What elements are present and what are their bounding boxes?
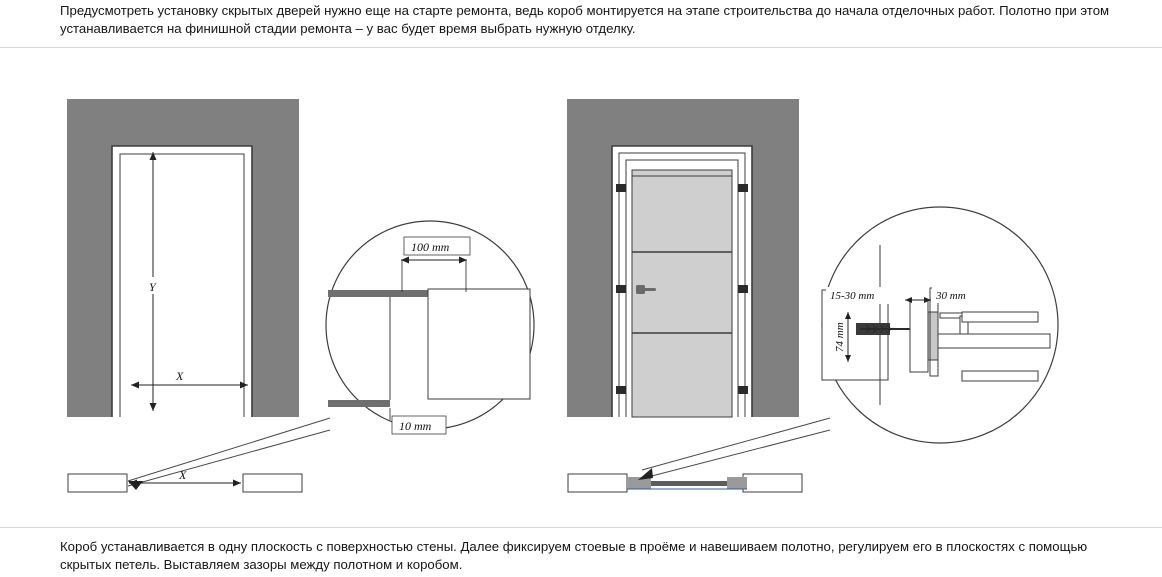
right-plan-leaf [651,481,727,486]
right-callout-leaf-core [938,334,1050,348]
left-callout-gap-label: 10 mm [399,419,432,433]
hinge-right-bottom [738,386,748,394]
left-plan-view [68,467,302,492]
left-callout-wall-block [428,289,530,399]
left-callout-circle [326,221,534,434]
right-leader-arrow [638,468,653,480]
left-plan-wall-a [68,474,127,492]
hinge-left-top [616,184,626,192]
hinge-left-bottom [616,386,626,394]
right-callout-profile-label: 74 mm [834,322,846,352]
door-leaf [632,170,732,417]
right-callout-wall-label: 15-30 mm [830,290,875,302]
right-callout-leader [638,418,830,480]
left-callout-lintel [328,290,428,297]
right-callout-leaf-top [962,312,1038,322]
right-wall-elevation [567,99,799,417]
right-callout-frame-profile [910,300,928,372]
hinge-right-middle [738,285,748,293]
right-plan-jamb-right [727,477,747,489]
left-leader-upper [128,418,330,481]
left-wall-elevation [67,99,299,417]
intro-paragraph: Предусмотреть установку скрытых дверей нужно еще на старте ремонта, ведь короб монтируется на этапе строительства до начала отделочных работ. Полотно при этом устанавливается на финишной стадии ремонта – у вас будет время выбрать нужную отделку. [60,3,1110,36]
right-leader-lower [644,430,830,478]
left-plan-wall-b [243,474,302,492]
hinge-left-middle [616,285,626,293]
left-callout-sill [328,400,390,407]
right-plan-view [568,474,802,492]
outro-paragraph: Короб устанавливается в одну плоскость с поверхностью стены. Далее фиксируем стоевые в проёме и навешиваем полотно, регулируем его в плоскостях с помощью скрытых петель. Выставляем зазоры между полотном и коробом. [60,539,1088,572]
left-plan-dim-arrow-right [233,480,241,487]
right-callout-leaf-bottom [962,371,1038,381]
right-callout-wall-dim [826,287,896,304]
left-callout-depth-label: 100 mm [411,240,450,254]
left-dim-x-label: X [176,369,184,383]
right-plan-jamb-left [627,477,651,489]
left-dim-y-label: Y [149,280,156,294]
left-plan-dim-label: X [179,468,187,482]
hinge-right-top [738,184,748,192]
right-leader-upper [642,418,830,470]
right-plan-wall-a [568,474,627,492]
door-handle-lever[interactable] [640,288,656,291]
right-callout-frame-label: 30 mm [936,290,966,302]
right-callout-circle [822,207,1058,443]
right-plan-wall-b [743,474,802,492]
